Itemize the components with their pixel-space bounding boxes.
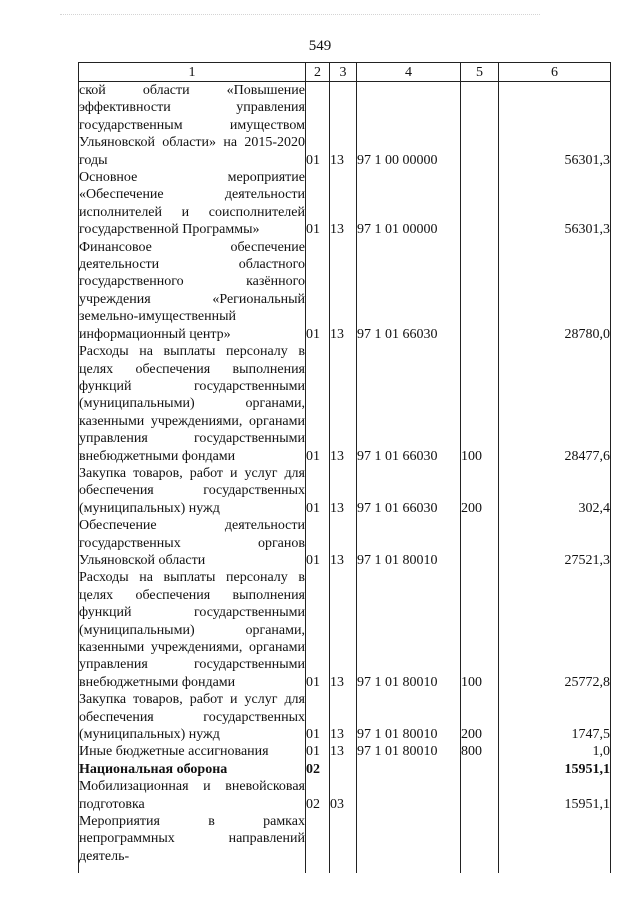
- row-name-cell: Мероприятия в рамках непрограммных направлений деятель-: [79, 813, 306, 873]
- expense-type-cell: 200: [461, 691, 499, 743]
- expense-type-cell: [461, 761, 499, 778]
- page-number: 549: [308, 38, 332, 54]
- subsection-cell: 13: [330, 569, 357, 691]
- amount-cell: 15951,1: [499, 778, 611, 813]
- target-article-cell: 97 1 01 80010: [357, 569, 461, 691]
- amount-cell: 1,0: [499, 743, 611, 760]
- table-row: [79, 569, 611, 691]
- target-article-cell: 97 1 01 00000: [357, 169, 461, 239]
- amount-cell: 56301,3: [499, 169, 611, 239]
- row-name-cell: Закупка товаров, работ и услуг для обеспечения государственных (муниципальных) нужд: [79, 692, 305, 743]
- expense-type-cell: [461, 778, 499, 813]
- table-row: [79, 239, 611, 343]
- row-name-cell: Расходы на выплаты персоналу в целях обеспечения выполнения функций государственными (муниципальными) органами, казенными учреждениями, органами управления государственными внебюджетными фондами: [79, 570, 305, 690]
- table-body: [79, 82, 611, 874]
- amount-cell: 15951,1: [499, 761, 611, 778]
- expense-type-cell: [461, 239, 499, 343]
- subsection-cell: 13: [330, 465, 357, 517]
- section-cell: 01: [306, 239, 330, 343]
- column-header-1: 1: [79, 63, 306, 82]
- row-name-cell: Национальная оборона: [79, 761, 306, 778]
- section-cell: 01: [306, 169, 330, 239]
- section-cell: 01: [306, 517, 330, 569]
- target-article-cell: [357, 778, 461, 813]
- subsection-cell: 13: [330, 343, 357, 465]
- column-header-4: 4: [357, 63, 461, 82]
- subsection-cell: 13: [330, 691, 357, 743]
- column-header-3: 3: [330, 63, 357, 82]
- column-header-5: 5: [461, 63, 499, 82]
- amount-cell: 28780,0: [499, 239, 611, 343]
- amount-cell: 56301,3: [499, 82, 611, 170]
- row-name-cell: ской области «Повышение эффективности управления государственным имуществом Ульяновской области» на 2015-2020 годы: [79, 83, 305, 168]
- table-row: [79, 691, 611, 743]
- amount-cell: 1747,5: [499, 691, 611, 743]
- table-row: [79, 82, 611, 170]
- subsection-cell: [330, 761, 357, 778]
- expense-type-cell: 800: [461, 743, 499, 760]
- section-cell: 01: [306, 569, 330, 691]
- subsection-cell: 13: [330, 82, 357, 170]
- row-name-cell: Мобилизационная и вневойсковая подготовка: [79, 779, 305, 812]
- row-name-cell: Иные бюджетные ассигнования: [79, 743, 306, 760]
- section-cell: 01: [306, 343, 330, 465]
- target-article-cell: 97 1 01 66030: [357, 239, 461, 343]
- target-article-cell: [357, 813, 461, 873]
- target-article-cell: 97 1 01 80010: [357, 691, 461, 743]
- table-row: [79, 465, 611, 517]
- subsection-cell: 13: [330, 239, 357, 343]
- section-cell: 01: [306, 82, 330, 170]
- subsection-cell: 13: [330, 743, 357, 760]
- table-row: [79, 743, 611, 760]
- amount-cell: 302,4: [499, 465, 611, 517]
- target-article-cell: 97 1 01 66030: [357, 465, 461, 517]
- table-row: [79, 761, 611, 778]
- subsection-cell: 13: [330, 169, 357, 239]
- table-row: [79, 813, 611, 873]
- section-cell: 01: [306, 691, 330, 743]
- section-cell: 02: [306, 778, 330, 813]
- table-header: [79, 63, 611, 82]
- table-row: [79, 517, 611, 569]
- target-article-cell: 97 1 01 66030: [357, 343, 461, 465]
- expense-type-cell: 100: [461, 569, 499, 691]
- amount-cell: 25772,8: [499, 569, 611, 691]
- table-row: [79, 778, 611, 813]
- expense-type-cell: 200: [461, 465, 499, 517]
- budget-table: [78, 62, 611, 873]
- expense-type-cell: [461, 169, 499, 239]
- expense-type-cell: [461, 517, 499, 569]
- amount-cell: [499, 813, 611, 873]
- section-cell: 02: [306, 761, 330, 778]
- section-cell: 01: [306, 743, 330, 760]
- table-row: [79, 343, 611, 465]
- column-header-6: 6: [499, 63, 611, 82]
- expense-type-cell: [461, 813, 499, 873]
- subsection-cell: 03: [330, 778, 357, 813]
- expense-type-cell: [461, 82, 499, 170]
- expense-type-cell: 100: [461, 343, 499, 465]
- target-article-cell: 97 1 01 80010: [357, 743, 461, 760]
- target-article-cell: 97 1 00 00000: [357, 82, 461, 170]
- section-cell: [306, 813, 330, 873]
- row-name-cell: Основное мероприятие «Обеспечение деятельности исполнителей и соисполнителей государственной Программы»: [79, 170, 305, 238]
- scan-artifact: [60, 14, 540, 18]
- amount-cell: 28477,6: [499, 343, 611, 465]
- amount-cell: 27521,3: [499, 517, 611, 569]
- table-row: [79, 169, 611, 239]
- row-name-cell: Закупка товаров, работ и услуг для обеспечения государственных (муниципальных) нужд: [79, 465, 305, 516]
- target-article-cell: [357, 761, 461, 778]
- subsection-cell: [330, 813, 357, 873]
- section-cell: 01: [306, 465, 330, 517]
- target-article-cell: 97 1 01 80010: [357, 517, 461, 569]
- column-header-2: 2: [306, 63, 330, 82]
- row-name-cell: Обеспечение деятельности государственных органов Ульяновской области: [79, 518, 305, 568]
- row-name-cell: Финансовое обеспечение деятельности областного государственного казённого учреждения «Региональный земельно-имущественный информационный центр»: [79, 239, 305, 342]
- row-name-cell: Расходы на выплаты персоналу в целях обеспечения выполнения функций государственными (муниципальными) органами, казенными учреждениями, органами управления государственными внебюджетными фондами: [79, 344, 305, 464]
- subsection-cell: 13: [330, 517, 357, 569]
